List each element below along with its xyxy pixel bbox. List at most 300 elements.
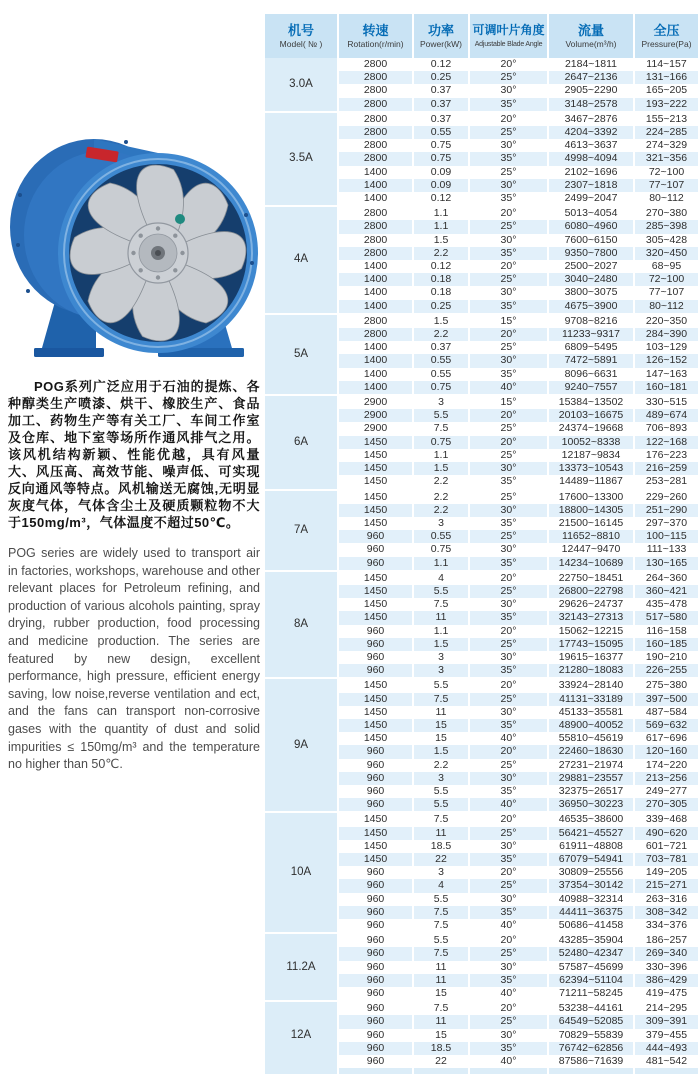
angle-cell: 20° bbox=[468, 745, 547, 758]
rotation-cell: 960 bbox=[337, 961, 412, 974]
table-row bbox=[265, 205, 698, 220]
pressure-cell: 264~360 bbox=[633, 570, 698, 585]
rotation-cell: 1450 bbox=[337, 517, 412, 530]
volume-cell: 21280~18083 bbox=[547, 664, 633, 677]
power-cell: 1.1 bbox=[412, 220, 468, 233]
table-row bbox=[265, 811, 698, 826]
pressure-cell: 490~620 bbox=[633, 827, 698, 840]
volume-cell: 41131~33189 bbox=[547, 693, 633, 706]
volume-cell: 14234~10689 bbox=[547, 557, 633, 570]
power-cell: 3 bbox=[412, 664, 468, 677]
angle-cell: 25° bbox=[468, 422, 547, 435]
angle-cell: 20° bbox=[468, 1000, 547, 1015]
pressure-cell: 224~285 bbox=[633, 126, 698, 139]
model-cell: 5A bbox=[265, 313, 337, 394]
pressure-cell: 77~107 bbox=[633, 286, 698, 299]
volume-cell: 2905~2290 bbox=[547, 84, 633, 97]
volume-cell: 64549~52085 bbox=[547, 1015, 633, 1028]
power-cell: 2.2 bbox=[412, 247, 468, 260]
angle-cell: 25° bbox=[468, 220, 547, 233]
angle-cell: 35° bbox=[468, 517, 547, 530]
angle-cell: 35° bbox=[468, 853, 547, 866]
volume-cell: 67079~54941 bbox=[547, 853, 633, 866]
power-cell: 3 bbox=[412, 517, 468, 530]
header-en-label: Pressure(Pa) bbox=[641, 38, 692, 49]
pressure-cell: 214~295 bbox=[633, 1000, 698, 1015]
bottom-strip-cell bbox=[633, 1068, 698, 1074]
power-cell: 1.1 bbox=[412, 449, 468, 462]
pressure-cell: 253~281 bbox=[633, 475, 698, 488]
volume-cell: 2499~2047 bbox=[547, 192, 633, 205]
angle-cell: 30° bbox=[468, 354, 547, 367]
volume-cell: 36950~30223 bbox=[547, 798, 633, 811]
angle-cell: 25° bbox=[468, 947, 547, 960]
column-header-volume bbox=[547, 14, 633, 58]
angle-cell: 15° bbox=[468, 394, 547, 409]
volume-cell: 32143~27313 bbox=[547, 611, 633, 624]
rotation-cell: 960 bbox=[337, 759, 412, 772]
volume-cell: 29881~23557 bbox=[547, 772, 633, 785]
angle-cell: 30° bbox=[468, 543, 547, 556]
angle-cell: 30° bbox=[468, 462, 547, 475]
table-row bbox=[265, 932, 698, 947]
rotation-cell: 960 bbox=[337, 745, 412, 758]
rotation-cell: 1400 bbox=[337, 286, 412, 299]
pressure-cell: 114~157 bbox=[633, 58, 698, 71]
header-en-label: Rotation(r/min) bbox=[347, 38, 404, 49]
power-cell: 7.5 bbox=[412, 906, 468, 919]
rotation-cell: 1450 bbox=[337, 732, 412, 745]
angle-cell: 40° bbox=[468, 919, 547, 932]
angle-cell: 35° bbox=[468, 664, 547, 677]
model-cell: 10A bbox=[265, 811, 337, 932]
power-cell: 0.12 bbox=[412, 192, 468, 205]
angle-cell: 25° bbox=[468, 126, 547, 139]
volume-cell: 46535~38600 bbox=[547, 811, 633, 826]
pressure-cell: 72~100 bbox=[633, 273, 698, 286]
power-cell: 15 bbox=[412, 719, 468, 732]
volume-cell: 9350~7800 bbox=[547, 247, 633, 260]
column-header-angle bbox=[468, 14, 547, 58]
table-row bbox=[265, 111, 698, 126]
pressure-cell: 321~356 bbox=[633, 152, 698, 165]
power-cell: 11 bbox=[412, 974, 468, 987]
angle-cell: 20° bbox=[468, 260, 547, 273]
rotation-cell: 1400 bbox=[337, 300, 412, 313]
left-panel bbox=[8, 0, 260, 786]
rotation-cell: 960 bbox=[337, 664, 412, 677]
power-cell: 0.18 bbox=[412, 273, 468, 286]
rotation-cell: 1450 bbox=[337, 504, 412, 517]
rotation-cell: 960 bbox=[337, 932, 412, 947]
power-cell: 5.5 bbox=[412, 785, 468, 798]
angle-cell: 20° bbox=[468, 932, 547, 947]
rotation-cell: 1450 bbox=[337, 706, 412, 719]
power-cell: 7.5 bbox=[412, 598, 468, 611]
angle-cell: 25° bbox=[468, 1015, 547, 1028]
power-cell: 15 bbox=[412, 987, 468, 1000]
volume-cell: 6080~4960 bbox=[547, 220, 633, 233]
angle-cell: 30° bbox=[468, 286, 547, 299]
volume-cell: 30809~25556 bbox=[547, 866, 633, 879]
pressure-cell: 706~893 bbox=[633, 422, 698, 435]
rotation-cell: 1450 bbox=[337, 827, 412, 840]
power-cell: 0.75 bbox=[412, 139, 468, 152]
rotation-cell: 2800 bbox=[337, 205, 412, 220]
pressure-cell: 186~257 bbox=[633, 932, 698, 947]
model-cell: 11.2A bbox=[265, 932, 337, 1000]
power-cell: 0.75 bbox=[412, 152, 468, 165]
column-header-pressure bbox=[633, 14, 698, 58]
volume-cell: 20103~16675 bbox=[547, 409, 633, 422]
pressure-cell: 131~166 bbox=[633, 71, 698, 84]
power-cell: 0.75 bbox=[412, 543, 468, 556]
volume-cell: 24374~19668 bbox=[547, 422, 633, 435]
volume-cell: 11233~9317 bbox=[547, 328, 633, 341]
volume-cell: 3040~2480 bbox=[547, 273, 633, 286]
pressure-cell: 100~115 bbox=[633, 530, 698, 543]
angle-cell: 40° bbox=[468, 987, 547, 1000]
pressure-cell: 601~721 bbox=[633, 840, 698, 853]
angle-cell: 40° bbox=[468, 381, 547, 394]
angle-cell: 30° bbox=[468, 139, 547, 152]
rotation-cell: 2800 bbox=[337, 328, 412, 341]
pressure-cell: 165~205 bbox=[633, 84, 698, 97]
power-cell: 0.12 bbox=[412, 260, 468, 273]
pressure-cell: 419~475 bbox=[633, 987, 698, 1000]
rotation-cell: 960 bbox=[337, 772, 412, 785]
angle-cell: 40° bbox=[468, 1055, 547, 1068]
pressure-cell: 275~380 bbox=[633, 677, 698, 692]
angle-cell: 25° bbox=[468, 71, 547, 84]
rotation-cell: 1450 bbox=[337, 693, 412, 706]
volume-cell: 11652~8810 bbox=[547, 530, 633, 543]
angle-cell: 25° bbox=[468, 638, 547, 651]
pressure-cell: 487~584 bbox=[633, 706, 698, 719]
angle-cell: 35° bbox=[468, 152, 547, 165]
power-cell: 0.55 bbox=[412, 354, 468, 367]
pressure-cell: 160~181 bbox=[633, 381, 698, 394]
volume-cell: 33924~28140 bbox=[547, 677, 633, 692]
angle-cell: 30° bbox=[468, 234, 547, 247]
pressure-cell: 251~290 bbox=[633, 504, 698, 517]
volume-cell: 52480~42347 bbox=[547, 947, 633, 960]
rotation-cell: 960 bbox=[337, 947, 412, 960]
pressure-cell: 308~342 bbox=[633, 906, 698, 919]
pressure-cell: 703~781 bbox=[633, 853, 698, 866]
angle-cell: 30° bbox=[468, 961, 547, 974]
pressure-cell: 160~185 bbox=[633, 638, 698, 651]
rotation-cell: 960 bbox=[337, 987, 412, 1000]
power-cell: 0.75 bbox=[412, 381, 468, 394]
angle-cell: 20° bbox=[468, 866, 547, 879]
fan-product-image bbox=[8, 95, 258, 361]
volume-cell: 3148~2578 bbox=[547, 98, 633, 111]
pressure-cell: 330~396 bbox=[633, 961, 698, 974]
rotation-cell: 1400 bbox=[337, 381, 412, 394]
pressure-cell: 435~478 bbox=[633, 598, 698, 611]
rotation-cell: 1450 bbox=[337, 570, 412, 585]
pressure-cell: 285~398 bbox=[633, 220, 698, 233]
angle-cell: 35° bbox=[468, 719, 547, 732]
pressure-cell: 111~133 bbox=[633, 543, 698, 556]
pressure-cell: 147~163 bbox=[633, 368, 698, 381]
angle-cell: 20° bbox=[468, 409, 547, 422]
angle-cell: 30° bbox=[468, 1029, 547, 1042]
rotation-cell: 2800 bbox=[337, 111, 412, 126]
power-cell: 4 bbox=[412, 570, 468, 585]
power-cell: 18.5 bbox=[412, 1042, 468, 1055]
volume-cell: 45133~35581 bbox=[547, 706, 633, 719]
column-header-model bbox=[265, 14, 337, 58]
rotation-cell: 960 bbox=[337, 785, 412, 798]
column-header-power bbox=[412, 14, 468, 58]
angle-cell: 30° bbox=[468, 772, 547, 785]
rotation-cell: 1450 bbox=[337, 585, 412, 598]
volume-cell: 4998~4094 bbox=[547, 152, 633, 165]
bottom-strip-cell bbox=[468, 1068, 547, 1074]
power-cell: 1.5 bbox=[412, 745, 468, 758]
power-cell: 0.09 bbox=[412, 179, 468, 192]
pressure-cell: 617~696 bbox=[633, 732, 698, 745]
volume-cell: 4204~3392 bbox=[547, 126, 633, 139]
power-cell: 2.2 bbox=[412, 759, 468, 772]
angle-cell: 30° bbox=[468, 706, 547, 719]
volume-cell: 10052~8338 bbox=[547, 436, 633, 449]
volume-cell: 7472~5891 bbox=[547, 354, 633, 367]
rotation-cell: 1450 bbox=[337, 489, 412, 504]
pressure-cell: 386~429 bbox=[633, 974, 698, 987]
power-cell: 5.5 bbox=[412, 409, 468, 422]
volume-cell: 4613~3637 bbox=[547, 139, 633, 152]
pressure-cell: 72~100 bbox=[633, 166, 698, 179]
angle-cell: 25° bbox=[468, 693, 547, 706]
volume-cell: 8096~6631 bbox=[547, 368, 633, 381]
table-row bbox=[265, 570, 698, 585]
angle-cell: 30° bbox=[468, 840, 547, 853]
pressure-cell: 77~107 bbox=[633, 179, 698, 192]
rotation-cell: 2800 bbox=[337, 247, 412, 260]
power-cell: 0.55 bbox=[412, 368, 468, 381]
angle-cell: 25° bbox=[468, 341, 547, 354]
power-cell: 2.2 bbox=[412, 475, 468, 488]
rotation-cell: 960 bbox=[337, 651, 412, 664]
volume-cell: 87586~71639 bbox=[547, 1055, 633, 1068]
power-cell: 2.2 bbox=[412, 489, 468, 504]
pressure-cell: 213~256 bbox=[633, 772, 698, 785]
angle-cell: 30° bbox=[468, 598, 547, 611]
angle-cell: 35° bbox=[468, 247, 547, 260]
volume-cell: 13373~10543 bbox=[547, 462, 633, 475]
volume-cell: 3467~2876 bbox=[547, 111, 633, 126]
angle-cell: 35° bbox=[468, 368, 547, 381]
rotation-cell: 2800 bbox=[337, 84, 412, 97]
volume-cell: 27231~21974 bbox=[547, 759, 633, 772]
volume-cell: 43285~35904 bbox=[547, 932, 633, 947]
power-cell: 0.37 bbox=[412, 84, 468, 97]
pressure-cell: 379~455 bbox=[633, 1029, 698, 1042]
rotation-cell: 960 bbox=[337, 974, 412, 987]
volume-cell: 40988~32314 bbox=[547, 893, 633, 906]
angle-cell: 25° bbox=[468, 489, 547, 504]
pressure-cell: 330~515 bbox=[633, 394, 698, 409]
pressure-cell: 263~316 bbox=[633, 893, 698, 906]
volume-cell: 56421~45527 bbox=[547, 827, 633, 840]
angle-cell: 25° bbox=[468, 273, 547, 286]
pressure-cell: 309~391 bbox=[633, 1015, 698, 1028]
angle-cell: 20° bbox=[468, 58, 547, 71]
angle-cell: 35° bbox=[468, 785, 547, 798]
angle-cell: 25° bbox=[468, 449, 547, 462]
angle-cell: 20° bbox=[468, 677, 547, 692]
volume-cell: 9708~8216 bbox=[547, 313, 633, 328]
rotation-cell: 960 bbox=[337, 893, 412, 906]
volume-cell: 17743~15095 bbox=[547, 638, 633, 651]
rotation-cell: 1400 bbox=[337, 192, 412, 205]
rotation-cell: 2800 bbox=[337, 234, 412, 247]
pressure-cell: 339~468 bbox=[633, 811, 698, 826]
pressure-cell: 229~260 bbox=[633, 489, 698, 504]
volume-cell: 22460~18630 bbox=[547, 745, 633, 758]
table-row bbox=[265, 313, 698, 328]
power-cell: 11 bbox=[412, 611, 468, 624]
volume-cell: 4675~3900 bbox=[547, 300, 633, 313]
pressure-cell: 155~213 bbox=[633, 111, 698, 126]
pressure-cell: 569~632 bbox=[633, 719, 698, 732]
pressure-cell: 444~493 bbox=[633, 1042, 698, 1055]
volume-cell: 2500~2027 bbox=[547, 260, 633, 273]
rotation-cell: 2800 bbox=[337, 58, 412, 71]
pressure-cell: 226~255 bbox=[633, 664, 698, 677]
rotation-cell: 1400 bbox=[337, 166, 412, 179]
pressure-cell: 130~165 bbox=[633, 557, 698, 570]
angle-cell: 35° bbox=[468, 98, 547, 111]
pressure-cell: 334~376 bbox=[633, 919, 698, 932]
rotation-cell: 960 bbox=[337, 879, 412, 892]
bottom-strip-cell bbox=[547, 1068, 633, 1074]
volume-cell: 29626~24737 bbox=[547, 598, 633, 611]
power-cell: 5.5 bbox=[412, 677, 468, 692]
angle-cell: 15° bbox=[468, 313, 547, 328]
rotation-cell: 960 bbox=[337, 906, 412, 919]
rotation-cell: 1450 bbox=[337, 462, 412, 475]
rotation-cell: 960 bbox=[337, 866, 412, 879]
pressure-cell: 360~421 bbox=[633, 585, 698, 598]
power-cell: 7.5 bbox=[412, 1000, 468, 1015]
power-cell: 11 bbox=[412, 706, 468, 719]
rotation-cell: 1400 bbox=[337, 260, 412, 273]
pressure-cell: 397~500 bbox=[633, 693, 698, 706]
rotation-cell: 1450 bbox=[337, 598, 412, 611]
power-cell: 11 bbox=[412, 1015, 468, 1028]
volume-cell: 9240~7557 bbox=[547, 381, 633, 394]
table-row bbox=[265, 1000, 698, 1015]
hub-knob bbox=[175, 214, 185, 224]
volume-cell: 48900~40052 bbox=[547, 719, 633, 732]
rotation-cell: 1400 bbox=[337, 273, 412, 286]
pressure-cell: 270~305 bbox=[633, 798, 698, 811]
table-row bbox=[265, 394, 698, 409]
rotation-cell: 1450 bbox=[337, 840, 412, 853]
power-cell: 5.5 bbox=[412, 893, 468, 906]
rotation-cell: 1450 bbox=[337, 677, 412, 692]
rotation-cell: 2800 bbox=[337, 126, 412, 139]
model-cell: 9A bbox=[265, 677, 337, 811]
column-header-rotation bbox=[337, 14, 412, 58]
volume-cell: 12447~9470 bbox=[547, 543, 633, 556]
table-row bbox=[265, 677, 698, 692]
volume-cell: 50686~41458 bbox=[547, 919, 633, 932]
volume-cell: 2307~1818 bbox=[547, 179, 633, 192]
pressure-cell: 103~129 bbox=[633, 341, 698, 354]
power-cell: 1.1 bbox=[412, 205, 468, 220]
angle-cell: 35° bbox=[468, 300, 547, 313]
power-cell: 0.25 bbox=[412, 71, 468, 84]
volume-cell: 21500~16145 bbox=[547, 517, 633, 530]
pressure-cell: 320~450 bbox=[633, 247, 698, 260]
model-cell: 4A bbox=[265, 205, 337, 313]
english-description: POG series are widely used to transport air in factories, workshops, warehouse and other relevant places for Petroleum refining, and production of various alcohols painting, spray drying, rubber production, food processing and medicine production. The series are featured by new design, excellent performance, high pressure, efficient energy saving, low noise,reverse ventilation and ect, and the fans can transport non-corrosive gases with the quantity of dust and solid impurities ≤ 150mg/m³ and the temperature no higher than 50℃. bbox=[8, 546, 260, 772]
volume-cell: 61911~48808 bbox=[547, 840, 633, 853]
header-en-label: Power(kW) bbox=[419, 38, 463, 49]
angle-cell: 25° bbox=[468, 879, 547, 892]
volume-cell: 22750~18451 bbox=[547, 570, 633, 585]
power-cell: 7.5 bbox=[412, 919, 468, 932]
pressure-cell: 193~222 bbox=[633, 98, 698, 111]
rotation-cell: 960 bbox=[337, 1000, 412, 1015]
header-row bbox=[265, 14, 698, 58]
rotation-cell: 1450 bbox=[337, 436, 412, 449]
angle-cell: 25° bbox=[468, 166, 547, 179]
volume-cell: 53238~44161 bbox=[547, 1000, 633, 1015]
power-cell: 3 bbox=[412, 772, 468, 785]
bottom-strip-cell bbox=[412, 1068, 468, 1074]
table-row bbox=[265, 58, 698, 71]
pressure-cell: 126~152 bbox=[633, 354, 698, 367]
spec-table-body bbox=[265, 58, 698, 1074]
volume-cell: 32375~26517 bbox=[547, 785, 633, 798]
rotation-cell: 960 bbox=[337, 798, 412, 811]
power-cell: 22 bbox=[412, 1055, 468, 1068]
volume-cell: 3800~3075 bbox=[547, 286, 633, 299]
model-cell: 6A bbox=[265, 394, 337, 488]
pressure-cell: 489~674 bbox=[633, 409, 698, 422]
header-zh-label: 全压 bbox=[653, 22, 680, 38]
rotation-cell: 1400 bbox=[337, 368, 412, 381]
angle-cell: 20° bbox=[468, 436, 547, 449]
pressure-cell: 68~95 bbox=[633, 260, 698, 273]
header-zh-label: 可调叶片角度 bbox=[472, 22, 545, 37]
header-en-label: Volume(m³/h) bbox=[565, 38, 617, 49]
volume-cell: 37354~30142 bbox=[547, 879, 633, 892]
spec-table-header bbox=[265, 14, 698, 58]
angle-cell: 25° bbox=[468, 759, 547, 772]
angle-cell: 20° bbox=[468, 111, 547, 126]
angle-cell: 25° bbox=[468, 530, 547, 543]
pressure-cell: 305~428 bbox=[633, 234, 698, 247]
volume-cell: 62394~51104 bbox=[547, 974, 633, 987]
power-cell: 15 bbox=[412, 1029, 468, 1042]
angle-cell: 35° bbox=[468, 611, 547, 624]
volume-cell: 2647~2136 bbox=[547, 71, 633, 84]
volume-cell: 55810~45619 bbox=[547, 732, 633, 745]
power-cell: 0.55 bbox=[412, 530, 468, 543]
header-zh-label: 机号 bbox=[287, 22, 314, 38]
header-en-label: Adjustable Blade Angle bbox=[474, 40, 543, 48]
pressure-cell: 174~220 bbox=[633, 759, 698, 772]
power-cell: 0.25 bbox=[412, 300, 468, 313]
table-row bbox=[265, 489, 698, 504]
